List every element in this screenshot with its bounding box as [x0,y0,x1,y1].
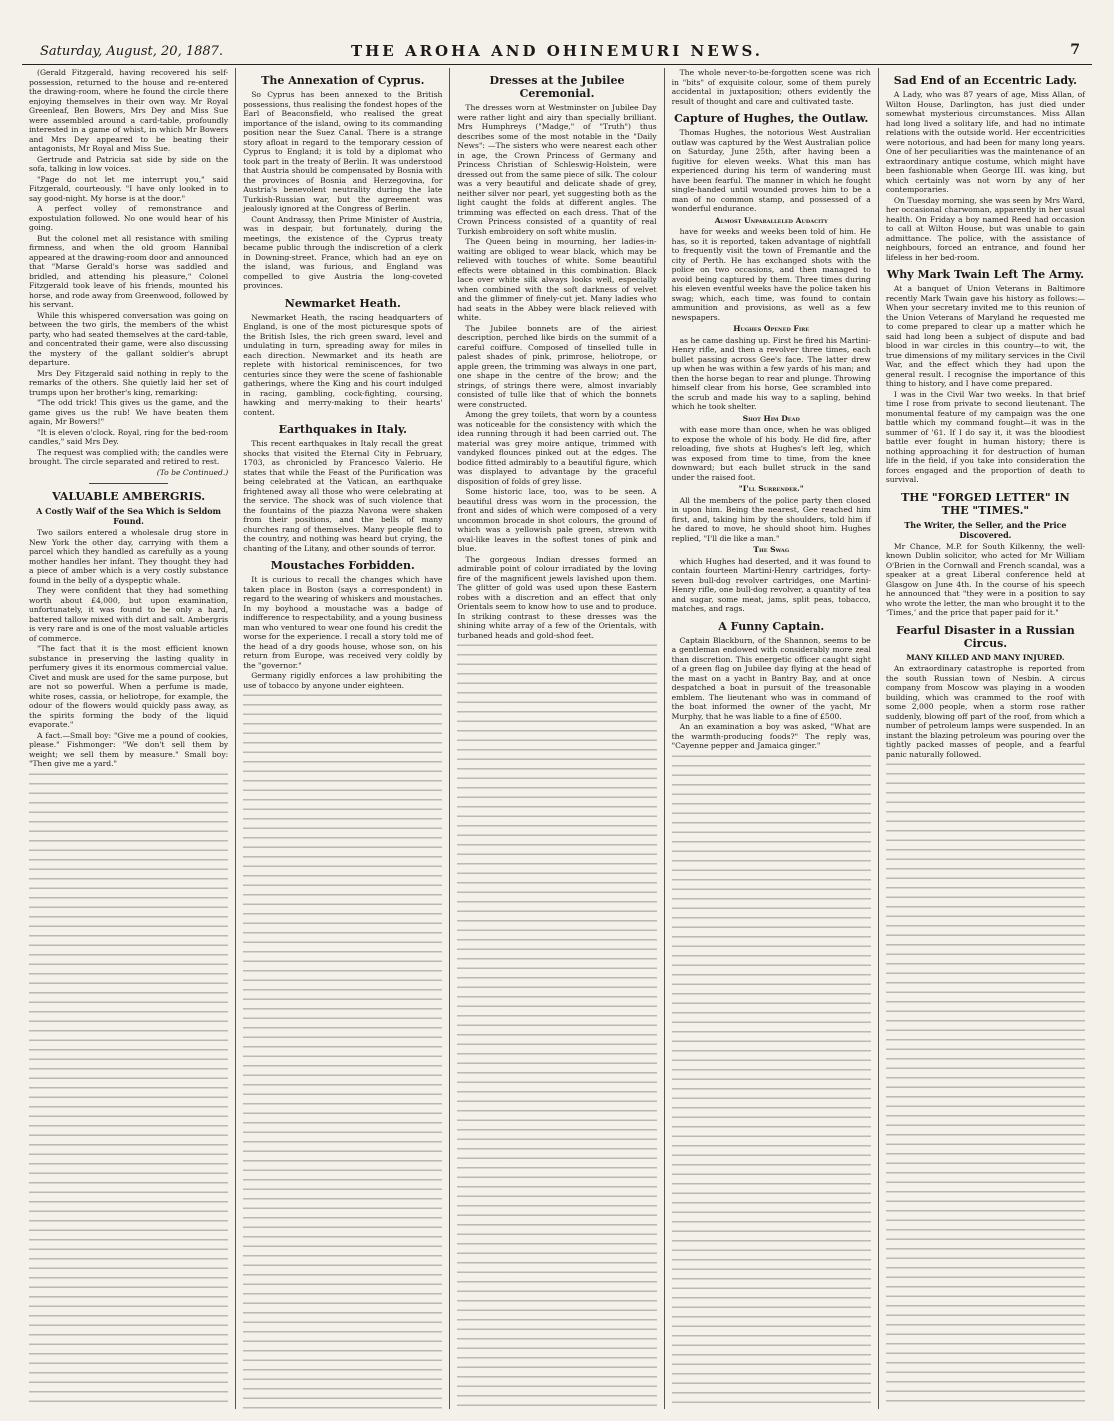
article-paragraph: While this whispered conversation was going on between the two girls, the members of the whist party, who had seated themselves at the card-table, and concentrated their game, were also discussing the mystery of the gallant soldier's abrupt departure. [29,310,229,367]
continued-text-lines [457,641,656,1409]
section-heading: Shot Him Dead [742,413,800,423]
article-paragraph: have for weeks and weeks been told of him. He has, so it is reported, taken advantage of nightfall to frequently visit the town of Fremantle and the city of Perth. He has exchanged shots with the police on two occasions, and then managed to avoid being captured by them. Three times during his eleven eventful weeks have the police taken his swag; which, each time, was found to contain ammunition and provisions, as well as a few newspapers. [671,227,871,322]
article-headline: Why Mark Twain Left The Army. [886,268,1084,281]
article-headline: A Funny Captain. [718,619,825,633]
article-paragraph: An an examination a boy was asked, "What are the warmth-producing foods?" The reply was, "Cayenne pepper and Jamaica ginger." [671,722,871,750]
section-divider [89,483,169,484]
article-paragraph: Gertrude and Patricia sat side by side on the sofa, talking in low voices. [29,154,229,173]
article-paragraph: The whole never-to-be-forgotten scene was rich in "bits" of exquisite colour, some of them purely accidental in juxtaposition; others evidently the result of thought and care and cultivated taste. [671,68,871,106]
section-heading: Hughes Opened Fire [733,324,810,333]
article-paragraph: Germany rigidly enforces a law prohibiting the use of tobacco by anyone under eighteen. [243,671,443,690]
column-1 [22,68,236,1409]
article-headline: Moustaches Forbidden. [270,559,415,572]
article-paragraph: A perfect volley of remonstrance and expostulation followed. No one would hear of his going. [29,204,229,232]
article-headline: THE "FORGED LETTER" IN THE "TIMES." [901,490,1070,517]
article-paragraph: An extraordinary catastrophe is reported from the south Russian town of Nesbin. A circus company from Moscow was playing in a wooden building, which was crammed to the roof with some 2,000 people, when a storm rose rather suddenly, blowing off part of the roof, from which a number of petroleum lamps were suspended. In an instant the blazing petroleum was pouring over the tightly packed masses of people, and a fearful panic naturally followed. [885,664,1086,759]
article-paragraph: "It is eleven o'clock. Royal, ring for the bed-room candles," said Mrs Dey. [29,427,229,446]
article-paragraph: Mr Chance, M.P. for South Kilkenny, the well-known Dublin solicitor, who acted for Mr William O'Brien in the Cornwall and French scandal, was a speaker at a great Liberal conference held at Glasgow on June 4th. In the course of his speech he announced that "they were in a position to say who wrote the letter, the man who brought it to the ‘Times,’ and the price that paper paid for it." [885,541,1086,617]
section-heading: The Swag [753,545,790,554]
newspaper-title: THE AROHA AND OHINEMURI NEWS. [350,42,764,60]
article-paragraph: The Queen being in mourning, her ladies-in-waiting are obliged to wear black, which may be relieved with touches of white. Some beautiful effects were obtained in this combination. Black lace over white silk always looks well, especially when combined with the soft darkness of velvet and the glimmer of finely-cut jet. Many ladies who had seats in the Abbey were black relieved with white. [457,237,657,322]
article-paragraph: Two sailors entered a wholesale drug store in New York the other day, carrying with them a parcel which they handled as carefully as a young mother handles her infant. They thought they had a piece of amber which is a very costly substance found in the belly of a dyspeptic whale. [29,528,229,585]
continued-text-lines [672,752,871,1410]
article-paragraph: Captain Blackburn, of the Shannon, seems to be a gentleman endowed with considerably more zeal than discretion. This energetic officer caught sight of a green flag on Jubilee day flying at the head of the mast on a yacht in Bantry Bay, and at once despatched a boat in pursuit of the treasonable emblem. The lieutenant who was in command of the boat informed the owner of the yacht, Mr Murphy, that he was liable to a fine of £500. [671,635,871,721]
continued-text-lines [243,691,442,1409]
article-paragraph: "The fact that it is the most efficient known substance in preserving the lasting quality in perfumery gives it its enormous commercial value. Civet and musk are used for the same purpose, but are not so powerful. When a perfume is made, white roses, cassia, or heliotrope, for example, the odour of the flowers would quickly pass away, as the spirits forming the body of the liquid evaporate." [29,644,229,729]
article-paragraph: At a banquet of Union Veterans in Baltimore recently Mark Twain gave his history as follows:—When your secretary invited me to this reunion of the Union Veterans of Maryland he requested me to come prepared to clear up a matter which he said had long been a subject of dispute and bad blood in war circles in this country—to wit, the true dimensions of my military services in the Civil War, and the effect which they had upon the general result. I recognise the importance of this thing to history, and I have come prepared. [885,284,1086,388]
article-paragraph: Mrs Dey Fitzgerald said nothing in reply to the remarks of the others. She quietly laid her set of trumps upon her brother's king, remarking: [29,368,229,397]
article-paragraph: Count Andrassy, then Prime Minister of Austria, was in despair, but fortunately, during the meetings, the existence of the Cyprus treaty became public through the indiscretion of a clerk in Downing-street. France, which had an eye on the island, was furious, and England was compelled to give Austria the long-coveted provinces. [243,214,443,290]
article-paragraph: Newmarket Heath, the racing headquarters of England, is one of the most picturesque spots of the British Isles, the rich green sward, level and undulating in turn, spreading away for miles in each direction. Newmarket and its heath are replete with historical reminiscences, for two centuries since they were the scene of fashionable gatherings, where the King and his court indulged in racing, gambling, cock-fighting, coursing, hawking and merry-making to their hearts' content. [243,312,443,417]
article-paragraph: (Gerald Fitzgerald, having recovered his self-possession, returned to the house and re-entered the drawing-room, where he found the circle there enjoying themselves in their own way. Mr Royal Greenleaf, Ben Bowers, Mrs Dey and Miss Sue were assembled around a card-table, profoundly interested in a game of whist, in which Mr Bowers and Mrs Dey appeared to be beating their antagonists, Mr Royal and Miss Sue. [29,68,229,153]
article-headline: Newmarket Heath. [284,296,401,310]
continued-text-lines [886,760,1085,1409]
continued-note: (To be Continued.) [156,467,229,477]
issue-date: Saturday, August, 20, 1887. [40,44,224,59]
article-paragraph: A fact.—Small boy: "Give me a pound of cookies, please." Fishmonger: "We don't sell them by weight; we sell them by measure." Small boy: "Then give me a yard." [29,730,229,768]
article-paragraph: which Hughes had deserted, and it was found to contain fourteen Martini-Henry cartridges, forty-seven bull-dog revolver cartridges, one Martini-Henry rifle, one bull-dog revolver, a quantity of tea and sugar, some meat, jams, split peas, tobacco, matches, and rags. [671,556,871,613]
article-headline: Fearful Disaster in a Russian Circus. [896,623,1075,650]
continued-text-lines [29,770,228,1410]
article-paragraph: This recent earthquakes in Italy recall the great shocks that visited the Eternal City in February, 1703, as chronicled by Francesco Valerio. He states that while the Feast of the Purification was being celebrated at the Vatican, an earthquake frightened away all those who were celebrating at the service. The shock was of such violence that the fountains of the piazza Navona were shaken from their positions, and the bells of many churches rang of themselves. Many people fled to the country, and nothing was heard but crying, the chanting of the Litany, and other sounds of terror. [243,439,443,553]
column-4 [665,68,879,1409]
article-paragraph: "The odd trick! This gives us the game, and the game gives us the rub! We have beaten them again, Mr Bowers!" [29,398,229,426]
article-paragraph: with ease more than once, when he was obliged to expose the whole of his body. He did fire, after reloading, five shots at Hughes's left leg, which was exposed from time to time, from the knee downward; but each bullet struck in the sand under the raised foot. [671,425,871,482]
article-paragraph: Among the grey toilets, that worn by a countess was noticeable for the consistency with which the idea running through it had been carried out. The material was grey moire antique, trimmed with vandyked flounces pinked out at the edges. The bodice fitted admirably to a beautiful figure, which was displayed to advantage by the graceful disposition of folds of grey lisse. [457,410,657,486]
article-headline: Earthquakes in Italy. [278,423,407,436]
article-paragraph: The Jubilee bonnets are of the airiest description, perched like birds on the summit of a careful coiffure. Composed of tinselled tulle in palest shades of pink, primrose, heliotrope, or apple green, the trimming was always in one part, one shape in the centre of the brow; and the strings, of strings there were, almost invariably consisted of tulle like that of which the bonnets were constructed. [457,323,657,409]
article-headline: Capture of Hughes, the Outlaw. [674,112,869,125]
article-columns [22,68,1092,1409]
article-headline: VALUABLE AMBERGRIS. [52,490,206,503]
article-paragraph: as he came dashing up. First he fired his Martini-Henry rifle, and then a revolver three times, each bullet passing across Gee's face. The latter drew up when he was within a few yards of his man; and then the horse began to rear and plunge. Throwing himself clear from his horse, Gee scrambled into the scrub and made his way to a sapling, behind which he took shelter. [671,335,871,411]
article-paragraph: It is curious to recall the changes which have taken place in Boston (says a correspondent) in regard to the wearing of whiskers and moustaches. In my boyhood a moustache was a badge of indifference to respectability, and a young business man who ventured to wear one found his credit the worse for the experience. I recall a story told me of the head of a dry goods house, whose son, on his return from Europe, was received very coldly by the "governor." [243,575,443,670]
article-headline: Dresses at the Jubilee Ceremonial. [489,74,625,100]
section-heading: Almost Unparalleled Audacity [714,215,828,225]
article-headline: Sad End of an Eccentric Lady. [893,74,1078,87]
article-paragraph: The gorgeous Indian dresses formed an admirable point of colour irradiated by the loving fire of the magnificent jewels lavished upon them. The glitter of gold was used upon these Eastern robes with a discretion and an effect that only Orientals seem to know how to use and to produce. In striking contrast to these dresses was the shining white array of a few of the Orientals, with turbaned heads and gold-shod feet. [457,554,657,640]
article-paragraph: Some historic lace, too, was to be seen. A beautiful dress was worn in the procession, the front and sides of which were composed of a very uncommon brocade in shot colours, the ground of which was a yellowish pale green, strewn with oval-like leaves in the softest tones of pink and blue. [457,487,657,553]
article-subheadline: The Writer, the Seller, and the Price Discovered. [904,519,1067,540]
article-paragraph: I was in the Civil War two weeks. In that brief time I rose from private to second lieutenant. The monumental feature of my campaign was the one battle which my command fought—it was in the summer of '61. If I do say it, it was the bloodiest battle ever fought in human history; there is nothing approaching it for destruction of human life in the field, if you take into consideration the forces engaged and the proportion of death to survival. [885,389,1086,484]
article-paragraph: So Cyprus has been annexed to the British possessions, thus realising the fondest hopes of the Earl of Beaconsfield, who realised the great importance of the island, owing to its commanding position near the Suez Canal. There is a strange story afloat in regard to the temporary cession of Cyprus to England; it is told by a diplomat who took part in the treaty of Berlin. It was understood that Austria should be compensated by Bosnia with the provinces of Bosnia and Herzegovina, for Austria's benevolent neutrality during the late Turkish-Russian war, but the agreement was jealously ignored at the Congress of Berlin. [243,90,443,213]
article-paragraph: They were confident that they had something worth about £4,000, but upon examination, unfortunately, it was found to be only a hard, battered tallow mixed with dirt and salt. Ambergris is very rare and is one of the most valuable articles of commerce. [29,586,229,643]
article-paragraph: All the members of the police party then closed in upon him. Being the nearest, Gee reached him first, and, taking him by the shoulders, told him if he dared to move, he should shoot him. Hughes replied, "I'll die like a man." [671,495,871,543]
article-paragraph: A Lady, who was 87 years of age, Miss Allan, of Wilton House, Darlington, has just died under somewhat mysterious circumstances. Miss Allan had long lived a solitary life, and had no intimate relations with the outside world. Her eccentricities were notorious, and had been for many long years. One of her peculiarities was the maintenance of an extraordinary antique costume, which might have been fashionable when George III. was king, but which certainly was not worn by any of her contemporaries. [885,90,1086,194]
article-paragraph: Thomas Hughes, the notorious West Australian outlaw was captured by the West Australian police on Saturday, June 25th, after having been a fugitive for eleven weeks. What this man has experienced during his term of wandering must have been fearful. The manner in which he fought single-handed until wounded proves him to be a man of no common stamp, and possessed of a wonderful endurance. [671,128,871,213]
article-paragraph: On Tuesday morning, she was seen by Mrs Ward, her occasional charwoman, apparently in her usual health. On Friday a boy named Reed had occasion to call at Wilton House, but was unable to gain admittance. The police, with the assistance of neighbours, forced an entrance, and found her lifeless in her bed-room. [885,195,1086,262]
masthead [22,40,1092,65]
article-subheadline: A Costly Waif of the Sea Which is Seldom Found. [36,506,222,526]
article-paragraph: "Page do not let me interrupt you," said Fitzgerald, courteously. "I have only looked in to say good-night. My horse is at the door." [29,174,229,203]
column-3 [450,68,664,1409]
article-headline: The Annexation of Cyprus. [261,74,425,87]
column-5 [879,68,1092,1409]
article-paragraph: The dresses worn at Westminster on Jubilee Day were rather light and airy than specially brilliant. Mrs Humphreys ("Madge," of "Truth") thus describes some of the most notable in the "Daily News": —The sisters who were nearest each other in age, the Crown Princess of Germany and Princess Christian of Schleswig-Holstein, were dressed out from the same piece of silk. The colour was a very beautiful and delicate shade of grey, neither silver nor pearl, yet suggesting both as the light caught the folds at different angles. The trimming was effected on each dress. That of the Crown Princess consisted of a quantity of real Turkish embroidery on soft white muslin. [457,103,657,236]
article-paragraph: The request was complied with; the candles were brought. The circle separated and retired to rest. [29,447,229,466]
section-heading: MANY KILLED AND MANY INJURED. [906,652,1065,662]
section-heading: "I'll Surrender." [738,484,804,493]
column-2 [236,68,450,1409]
page-number: 7 [1070,42,1080,58]
article-paragraph: But the colonel met all resistance with smiling firmness, and when the old groom Hannibal appeared at the drawing-room door and announced that "Marse Gerald's horse was saddled and bridled, and attending his pleasure," Colonel Fitzgerald took leave of his friends, mounted his horse, and rode away from Greenwood, followed by his servant. [29,233,229,309]
